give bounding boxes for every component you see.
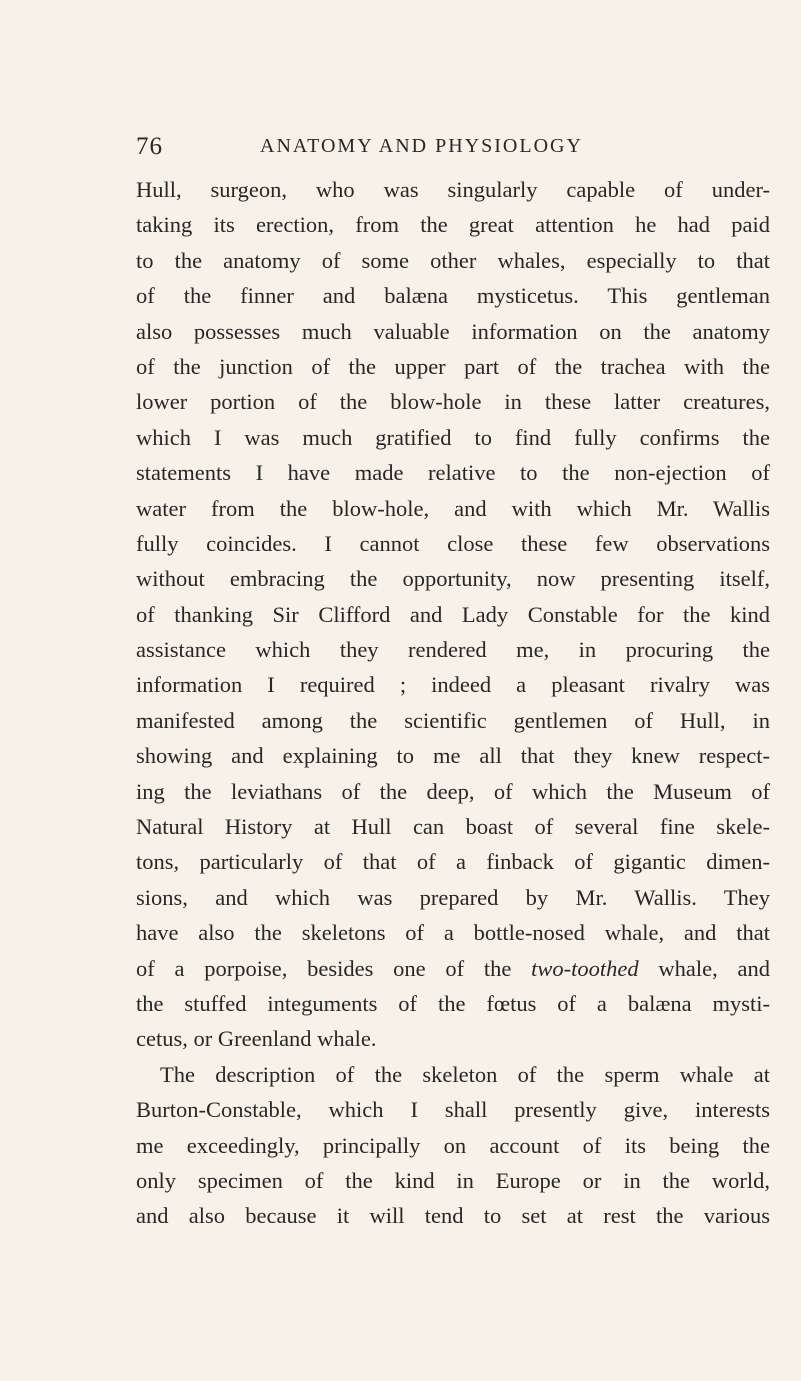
paragraph-end-line: cetus, or Greenland whale. [136,1026,377,1052]
text-line: assistance which they rendered me, in procuring the [136,637,770,663]
text-line: sions, and which was prepared by Mr. Wallis. They [136,884,770,910]
italic-term: two-toothed [531,955,639,981]
text-line: of the finner and balæna mysticetus. This gentleman [136,283,770,309]
paragraph-start-line: The description of the skeleton of the sperm whale at [160,1061,770,1087]
text-line: Natural History at Hull can boast of several fine skele- [136,814,770,840]
text-line: without embracing the opportunity, now presenting itself, [136,566,770,592]
text-segment: of a porpoise, besides one of the [136,955,532,981]
text-line: Burton-Constable, which I shall presently give, interests [136,1097,770,1123]
text-line: only specimen of the kind in Europe or in the world, [136,1167,770,1193]
running-head [136,133,768,167]
running-title: ANATOMY AND PHYSIOLOGY [260,135,583,157]
text-line: information I required ; indeed a pleasant rivalry was [136,672,770,698]
text-line: of the junction of the upper part of the trachea with the [136,353,770,379]
text-line: have also the skeletons of a bottle-nosed whale, and that [136,920,770,946]
text-line: ing the leviathans of the deep, of which the Museum of [136,778,770,804]
text-line: fully coincides. I cannot close these few observations [136,530,770,556]
text-segment: whale, and [638,955,770,981]
text-line: of thanking Sir Clifford and Lady Constable for the kind [136,601,770,627]
text-line: statements I have made relative to the non-ejection of [136,460,770,486]
text-line: showing and explaining to me all that they knew respect- [136,743,770,769]
page-number: 76 [136,133,163,160]
text-line: taking its erection, from the great attention he had paid [136,212,770,238]
text-line: lower portion of the blow-hole in these latter creatures, [136,389,770,415]
text-line: also possesses much valuable information on the anatomy [136,318,770,344]
text-line: manifested among the scientific gentlemen of Hull, in [136,707,770,733]
text-line: to the anatomy of some other whales, especially to that [136,247,770,273]
text-line: Hull, surgeon, who was singularly capable of under- [136,177,770,202]
text-line: tons, particularly of that of a finback of gigantic dimen- [136,849,770,875]
text-line-with-italic [136,951,770,986]
body-text [136,172,770,1234]
text-line: the stuffed integuments of the fœtus of a balæna mysti- [136,990,770,1016]
text-line: which I was much gratified to find fully confirms the [136,424,770,450]
text-line: and also because it will tend to set at rest the various [136,1203,770,1229]
text-line: water from the blow-hole, and with which Mr. Wallis [136,495,770,521]
text-line: me exceedingly, principally on account of its being the [136,1132,770,1158]
